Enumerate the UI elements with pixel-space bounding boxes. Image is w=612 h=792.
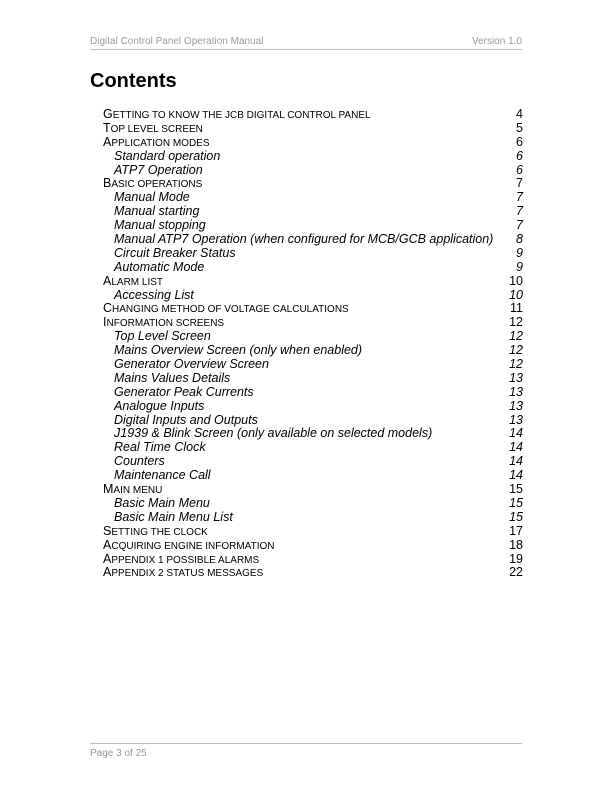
toc-entry-label[interactable]: Accessing List <box>114 287 194 302</box>
toc-entry-label[interactable]: Manual ATP7 Operation (when configured for MCB/GCB application) <box>114 232 494 247</box>
toc-entry-page[interactable]: 7 <box>516 176 523 191</box>
toc-entry[interactable] <box>103 525 523 539</box>
toc-entry-page[interactable]: 4 <box>516 107 523 121</box>
toc-entry-page[interactable]: 7 <box>516 204 523 219</box>
toc-entry-label[interactable]: Manual starting <box>114 204 200 219</box>
toc-entry-page[interactable]: 14 <box>509 440 523 455</box>
header-version: Version 1.0 <box>471 36 522 47</box>
toc-entry-label[interactable]: Mains Values Details <box>114 370 231 385</box>
toc-entry[interactable] <box>103 414 523 428</box>
page-footer <box>90 743 522 759</box>
contents-heading: Contents <box>90 70 177 92</box>
toc-entry[interactable] <box>103 261 523 275</box>
toc-entry[interactable] <box>103 469 523 483</box>
toc-entry-label[interactable]: Digital Inputs and Outputs <box>114 412 258 427</box>
toc-entry[interactable] <box>103 289 523 303</box>
toc-entry-page[interactable]: 13 <box>509 384 523 399</box>
toc-entry[interactable] <box>103 108 523 122</box>
toc-entry-label[interactable]: Automatic Mode <box>114 259 205 274</box>
toc-entry-page[interactable]: 15 <box>509 482 523 497</box>
toc-entry-label[interactable]: Real Time Clock <box>114 440 206 455</box>
toc-entry-page[interactable]: 15 <box>509 495 523 510</box>
toc-entry[interactable] <box>103 316 523 330</box>
toc-entry-page[interactable]: 9 <box>516 245 523 260</box>
toc-entry-page[interactable]: 12 <box>509 343 523 358</box>
toc-entry[interactable] <box>103 122 523 136</box>
toc-entry-page[interactable]: 11 <box>510 301 523 316</box>
toc-entry[interactable] <box>103 483 523 497</box>
toc-entry-page[interactable]: 13 <box>509 370 523 385</box>
toc-entry[interactable] <box>103 539 523 553</box>
toc-entry-label[interactable]: GETTING TO KNOW THE JCB DIGITAL CONTROL PANEL <box>103 107 371 121</box>
toc-entry-page[interactable]: 5 <box>516 120 523 135</box>
toc-entry[interactable] <box>103 372 523 386</box>
toc-entry-page[interactable]: 12 <box>509 329 523 344</box>
toc-entry[interactable] <box>103 302 523 316</box>
toc-entry[interactable] <box>103 427 523 441</box>
toc-entry-label[interactable]: Basic Main Menu <box>114 495 210 510</box>
toc-entry-label[interactable]: APPENDIX 2 STATUS MESSAGES <box>103 565 264 580</box>
header-title: Digital Control Panel Operation Manual <box>90 36 264 47</box>
toc-entry-page[interactable]: 12 <box>509 315 523 330</box>
toc-entry-page[interactable]: 14 <box>509 468 523 483</box>
toc-entry[interactable] <box>103 136 523 150</box>
toc-entry[interactable] <box>103 358 523 372</box>
toc-entry[interactable] <box>103 497 523 511</box>
toc-entry[interactable] <box>103 275 523 289</box>
toc-entry-label[interactable]: INFORMATION SCREENS <box>103 315 225 330</box>
toc-entry[interactable] <box>103 400 523 414</box>
toc-entry-label[interactable]: Generator Peak Currents <box>114 384 254 399</box>
toc-entry-label[interactable]: Maintenance Call <box>114 468 211 483</box>
toc-entry[interactable] <box>103 205 523 219</box>
toc-entry-page[interactable]: 6 <box>516 134 523 149</box>
page-header <box>90 36 522 50</box>
toc-entry-page[interactable]: 12 <box>509 357 523 372</box>
toc-entry-label[interactable]: Manual Mode <box>114 190 190 205</box>
toc-entry-label[interactable]: TOP LEVEL SCREEN <box>103 120 203 135</box>
table-of-contents <box>103 108 523 580</box>
toc-entry-page[interactable]: 14 <box>509 426 523 441</box>
toc-entry[interactable] <box>103 441 523 455</box>
toc-entry-label[interactable]: Counters <box>114 454 165 469</box>
toc-entry-page[interactable]: 18 <box>509 537 523 552</box>
toc-entry-page[interactable]: 17 <box>509 523 523 538</box>
toc-entry[interactable] <box>103 164 523 178</box>
toc-entry-page[interactable]: 9 <box>516 259 523 274</box>
toc-entry[interactable] <box>103 330 523 344</box>
toc-entry-label[interactable]: ALARM LIST <box>103 273 164 288</box>
toc-entry-page[interactable]: 22 <box>509 565 523 580</box>
toc-entry-page[interactable]: 13 <box>509 412 523 427</box>
toc-entry-label[interactable]: Manual stopping <box>114 218 206 233</box>
toc-entry[interactable] <box>103 191 523 205</box>
toc-entry[interactable] <box>103 219 523 233</box>
toc-entry-label[interactable]: J1939 & Blink Screen (only available on selected models) <box>114 426 433 441</box>
toc-entry-label[interactable]: APPENDIX 1 POSSIBLE ALARMS <box>103 551 260 566</box>
toc-entry-label[interactable]: APPLICATION MODES <box>103 134 210 149</box>
toc-entry-label[interactable]: Circuit Breaker Status <box>114 245 236 260</box>
toc-entry-label[interactable]: Generator Overview Screen <box>114 357 269 372</box>
toc-entry-page[interactable]: 8 <box>516 232 523 247</box>
toc-entry[interactable] <box>103 344 523 358</box>
toc-entry-page[interactable]: 7 <box>516 190 523 205</box>
toc-entry-label[interactable]: MAIN MENU <box>103 482 163 497</box>
toc-entry[interactable] <box>103 553 523 567</box>
toc-entry-page[interactable]: 14 <box>509 454 523 469</box>
toc-entry[interactable] <box>103 566 523 580</box>
toc-entry-label[interactable]: BASIC OPERATIONS <box>103 176 203 191</box>
toc-entry-page[interactable]: 7 <box>516 218 523 233</box>
toc-entry-label[interactable]: Basic Main Menu List <box>114 509 233 524</box>
toc-entry[interactable] <box>103 386 523 400</box>
toc-entry-label[interactable]: SETTING THE CLOCK <box>103 523 208 538</box>
toc-entry-label[interactable]: Mains Overview Screen (only when enabled) <box>114 343 363 358</box>
toc-entry-page[interactable]: 19 <box>509 551 523 566</box>
toc-entry-page[interactable]: 15 <box>509 509 523 524</box>
toc-entry[interactable] <box>103 233 523 247</box>
toc-entry[interactable] <box>103 455 523 469</box>
toc-entry-label[interactable]: Analogue Inputs <box>114 398 205 413</box>
toc-entry-label[interactable]: ACQUIRING ENGINE INFORMATION <box>103 537 275 552</box>
toc-entry[interactable] <box>103 511 523 525</box>
toc-entry[interactable] <box>103 247 523 261</box>
toc-entry-page[interactable]: 6 <box>516 148 523 163</box>
toc-entry-label[interactable]: CHANGING METHOD OF VOLTAGE CALCULATIONS <box>103 301 349 316</box>
toc-entry-label[interactable]: Standard operation <box>114 148 221 163</box>
toc-entry[interactable] <box>103 177 523 191</box>
toc-entry[interactable] <box>103 150 523 164</box>
toc-entry-page[interactable]: 10 <box>509 273 523 288</box>
toc-entry-page[interactable]: 10 <box>509 287 523 302</box>
toc-entry-label[interactable]: Top Level Screen <box>114 329 211 344</box>
toc-entry-page[interactable]: 13 <box>509 398 523 413</box>
toc-entry-page[interactable]: 6 <box>516 162 523 177</box>
page-number: Page 3 of 25 <box>90 748 147 759</box>
toc-entry-label[interactable]: ATP7 Operation <box>114 162 203 177</box>
